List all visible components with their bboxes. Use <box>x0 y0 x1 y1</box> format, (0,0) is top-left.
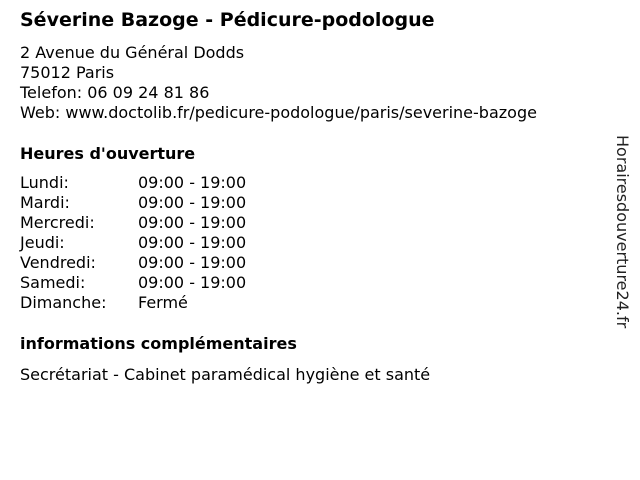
time-value: 09:00 - 19:00 <box>138 193 247 212</box>
day-label: Vendredi: <box>20 253 96 272</box>
day-label: Jeudi: <box>20 233 65 252</box>
city-address: 75012 Paris <box>20 63 115 82</box>
day-label: Mardi: <box>20 193 70 212</box>
day-label: Mercredi: <box>20 213 95 232</box>
contact-block <box>20 43 537 123</box>
site-watermark: Horairesdouverture24.fr <box>613 135 632 329</box>
time-value: Fermé <box>138 293 188 312</box>
website-link[interactable]: Web: www.doctolib.fr/pedicure-podologue/paris/severine-bazoge <box>20 103 537 122</box>
time-value: 09:00 - 19:00 <box>138 253 247 272</box>
page-title: Séverine Bazoge - Pédicure-podologue <box>20 9 435 31</box>
hours-heading: Heures d'ouverture <box>20 144 196 163</box>
phone-number[interactable]: Telefon: 06 09 24 81 86 <box>20 83 210 102</box>
time-value: 09:00 - 19:00 <box>138 233 247 252</box>
info-heading: informations complémentaires <box>20 334 297 353</box>
day-label: Lundi: <box>20 173 69 192</box>
day-label: Samedi: <box>20 273 86 292</box>
street-address: 2 Avenue du Général Dodds <box>20 43 245 62</box>
info-text: Secrétariat - Cabinet paramédical hygiène et santé <box>20 365 431 384</box>
day-label: Dimanche: <box>20 293 107 312</box>
time-value: 09:00 - 19:00 <box>138 213 247 232</box>
time-value: 09:00 - 19:00 <box>138 273 247 292</box>
time-value: 09:00 - 19:00 <box>138 173 247 192</box>
